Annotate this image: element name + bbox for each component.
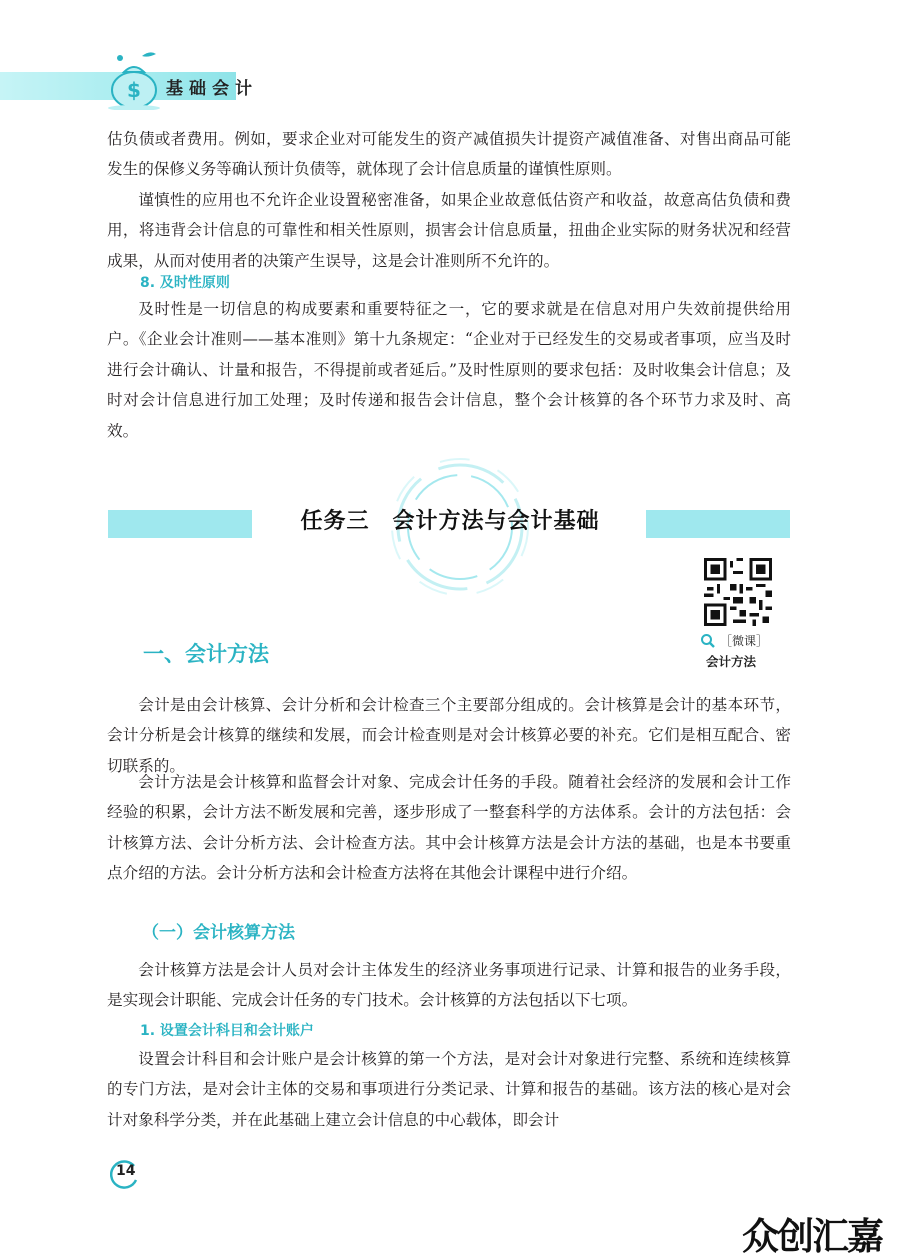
paragraph-accounts: 设置会计科目和会计账户是会计核算的第一个方法，是对会计对象进行完整、系统和连续核算的专门方法，是对会计主体的交易和事项进行分类记录、计算和报告的基础。该方法的核心是对会计对象科学分类，并在此基础上建立会计信息的中心载体，即会计	[107, 1050, 791, 1129]
money-bag-icon	[104, 44, 164, 110]
page-number: 14	[116, 1163, 136, 1179]
paragraph-method-components: 会计是由会计核算、会计分析和会计检查三个主要部分组成的。会计核算是会计的基本环节，会计分析是会计核算的继续和发展，而会计检查则是对会计核算必要的补充。它们是相互配合、密切联系的。	[107, 696, 791, 775]
banner-right-bar	[646, 510, 790, 538]
qr-caption: 会计方法	[706, 654, 757, 669]
subsection-title: （一）会计核算方法	[142, 923, 295, 943]
paragraph-prudence-end: 估负债或者费用。例如，要求企业对可能发生的资产减值损失计提资产减值准备、对售出商品可能发生的保修义务等确认预计负债等，就体现了会计信息质量的谨慎性原则。	[107, 130, 791, 179]
paragraph-method-system: 会计方法是会计核算和监督会计对象、完成会计任务的手段。随着社会经济的发展和会计工作经验的积累，会计方法不断发展和完善，逐步形成了一整套科学的方法体系。会计的方法包括：会计核算方法、会计分析方法、会计检查方法。其中会计核算方法是会计方法的基础，也是本书要重点介绍的方法。会计分析方法和会计检查方法将在其他会计课程中进行介绍。	[107, 773, 791, 883]
paragraph-prudence-secret: 谨慎性的应用也不允许企业设置秘密准备，如果企业故意低估资产和收益，故意高估负债和费用，将违背会计信息的可靠性和相关性原则，损害会计信息质量，扭曲企业实际的财务状况和经营成果，从而对使用者的决策产生误导，这是会计准则所不允许的。	[107, 191, 791, 270]
watermark-text: 众创汇嘉	[742, 1215, 882, 1258]
banner-left-bar	[108, 510, 252, 538]
paragraph-timeliness: 及时性是一切信息的构成要素和重要特征之一，它的要求就是在信息对用户失效前提供给用户。《企业会计准则——基本准则》第十九条规定：“企业对于已经发生的交易或者事项，应当及时进行会计确认、计量和报告，不得提前或者延后。”及时性原则的要求包括：及时收集会计信息；及时对会计信息进行加工处理；及时传递和报告会计信息，整个会计核算的各个环节力求及时、高效。	[107, 300, 791, 440]
svg-text:$: $	[127, 78, 141, 102]
section-title: 一、会计方法	[143, 642, 269, 666]
qr-code[interactable]	[704, 558, 772, 626]
search-magnifier-icon	[700, 633, 716, 649]
micro-lecture-label: ［微课］	[720, 634, 769, 648]
paragraph-core-methods: 会计核算方法是会计人员对会计主体发生的经济业务事项进行记录、计算和报告的业务手段，是实现会计职能、完成会计任务的专门技术。会计核算的方法包括以下七项。	[107, 961, 791, 1010]
header-title: 基础会计	[166, 79, 258, 99]
heading-timeliness: 8. 及时性原则	[140, 275, 230, 291]
heading-accounts: 1. 设置会计科目和会计账户	[140, 1023, 314, 1039]
micro-lecture-row[interactable]	[700, 632, 768, 649]
task-title: 任务三 会计方法与会计基础	[300, 509, 600, 534]
